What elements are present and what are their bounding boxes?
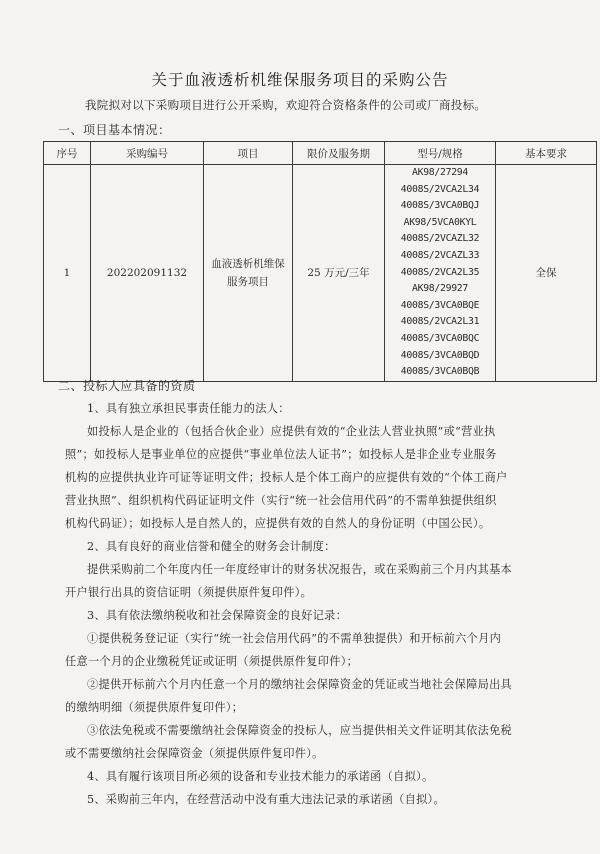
model-item: 4008S/2VCAZL32 xyxy=(400,233,480,245)
model-item: 4008S/2VCAZL33 xyxy=(400,249,480,261)
section-heading-basic-info: 一、项目基本情况： xyxy=(58,123,171,137)
header-code: 采购编号 xyxy=(91,142,204,165)
paragraph-line: 或不需要缴纳社会保障资金（须提供原件复印件）。 xyxy=(65,747,324,760)
paragraph-line: ①提供税务登记证（实行“统一社会信用代码”的不需单独提供）和开标前六个月内 xyxy=(87,632,502,645)
item-heading: 2、具有良好的商业信誉和健全的财务会计制度： xyxy=(87,540,336,553)
qualification-item-4 xyxy=(65,765,560,788)
table-header-row xyxy=(44,142,597,165)
model-item: 4008S/2VCA2L35 xyxy=(400,266,480,278)
qualification-item-3 xyxy=(65,604,560,765)
header-price: 限价及服务期 xyxy=(293,142,385,165)
qualification-item-1 xyxy=(65,397,560,535)
paragraph-line: 的缴纳明细（须提供原件复印件）； xyxy=(65,701,244,714)
qualification-item-5 xyxy=(65,788,560,811)
cell-price: 25 万元/三年 xyxy=(293,165,385,382)
intro-text: 我院拟对以下采购项目进行公开采购，欢迎符合资格条件的公司或厂商投标。 xyxy=(85,98,487,112)
paragraph-line: ②提供开标前六个月内任意一个月的缴纳社会保障资金的凭证或当地社会保障局出具 xyxy=(87,678,513,691)
cell-project-line: 血液透析机维保 xyxy=(211,257,285,270)
item-heading: 1、具有独立承担民事责任能力的法人： xyxy=(87,402,290,415)
cell-models xyxy=(385,165,496,382)
header-model: 型号/规格 xyxy=(385,142,496,165)
model-item: 4008S/2VCA2L31 xyxy=(400,316,480,328)
page-title: 关于血液透析机维保服务项目的采购公告 xyxy=(151,71,449,89)
qualification-item-2 xyxy=(65,535,560,604)
paragraph-line: 提供采购前二个年度内任一年度经审计的财务状况报告，或在采购前三个月内其基本 xyxy=(87,563,513,576)
paragraph-line: 如投标人是企业的（包括合伙企业）应提供有效的“企业法人营业执照”或“营业执 xyxy=(87,425,496,438)
header-project: 项目 xyxy=(204,142,293,165)
cell-index: 1 xyxy=(44,165,91,382)
project-table xyxy=(43,141,597,382)
model-item: 4008S/3VCA0BQJ xyxy=(400,200,480,212)
item-heading: 4、具有履行该项目所必须的设备和专业技术能力的承诺函（自拟）。 xyxy=(87,770,434,783)
model-item: 4008S/2VCA2L34 xyxy=(400,183,480,195)
cell-project-line: 服务项目 xyxy=(227,275,269,288)
model-item: AK98/29927 xyxy=(412,283,468,295)
cell-project xyxy=(204,165,293,382)
cell-requirement: 全保 xyxy=(496,165,597,382)
paragraph-line: 任意一个月的企业缴税凭证或证明（须提供原件复印件）； xyxy=(65,655,359,668)
header-requirement: 基本要求 xyxy=(496,142,597,165)
model-item: AK98/27294 xyxy=(412,167,468,178)
item-heading: 3、具有依法缴纳税收和社会保障资金的良好记录： xyxy=(87,609,348,622)
model-item: 4008S/3VCA0BQD xyxy=(400,349,480,361)
table-row xyxy=(44,165,597,382)
item-heading: 5、采购前三年内，在经营活动中没有重大违法记录的承诺函（自拟）。 xyxy=(87,793,445,806)
model-item: 4008S/3VCA0BQC xyxy=(400,332,480,344)
paragraph-line: 机构代码证）；如投标人是自然人的，应提供有效的自然人的身份证明（中国公民）。 xyxy=(65,517,491,530)
model-item: AK98/5VCA0KYL xyxy=(403,216,477,228)
header-index: 序号 xyxy=(44,142,91,165)
cell-code: 202202091132 xyxy=(91,165,204,382)
model-item: 4008S/3VCA0BQB xyxy=(400,366,480,378)
paragraph-line: 营业执照”、组织机构代码证证明文件（实行“统一社会信用代码”的不需单独提供组织 xyxy=(65,494,497,507)
paragraph-line: 机构的应提供执业许可证等证明文件；投标人是个体工商户的应提供有效的“个体工商户 xyxy=(65,471,508,484)
paragraph-line: 照”；如投标人是事业单位的应提供“事业单位法人证书”；如投标人是非企业专业服务 xyxy=(65,448,497,461)
section-heading-qualifications: 二、投标人应具备的资质 xyxy=(58,379,196,393)
paragraph-line: ③依法免税或不需要缴纳社会保障资金的投标人，应当提供相关文件证明其依法免税 xyxy=(87,724,513,737)
model-item: 4008S/3VCA0BQE xyxy=(400,299,480,311)
paragraph-line: 开户银行出具的资信证明（须提供原件复印件）。 xyxy=(65,586,313,599)
